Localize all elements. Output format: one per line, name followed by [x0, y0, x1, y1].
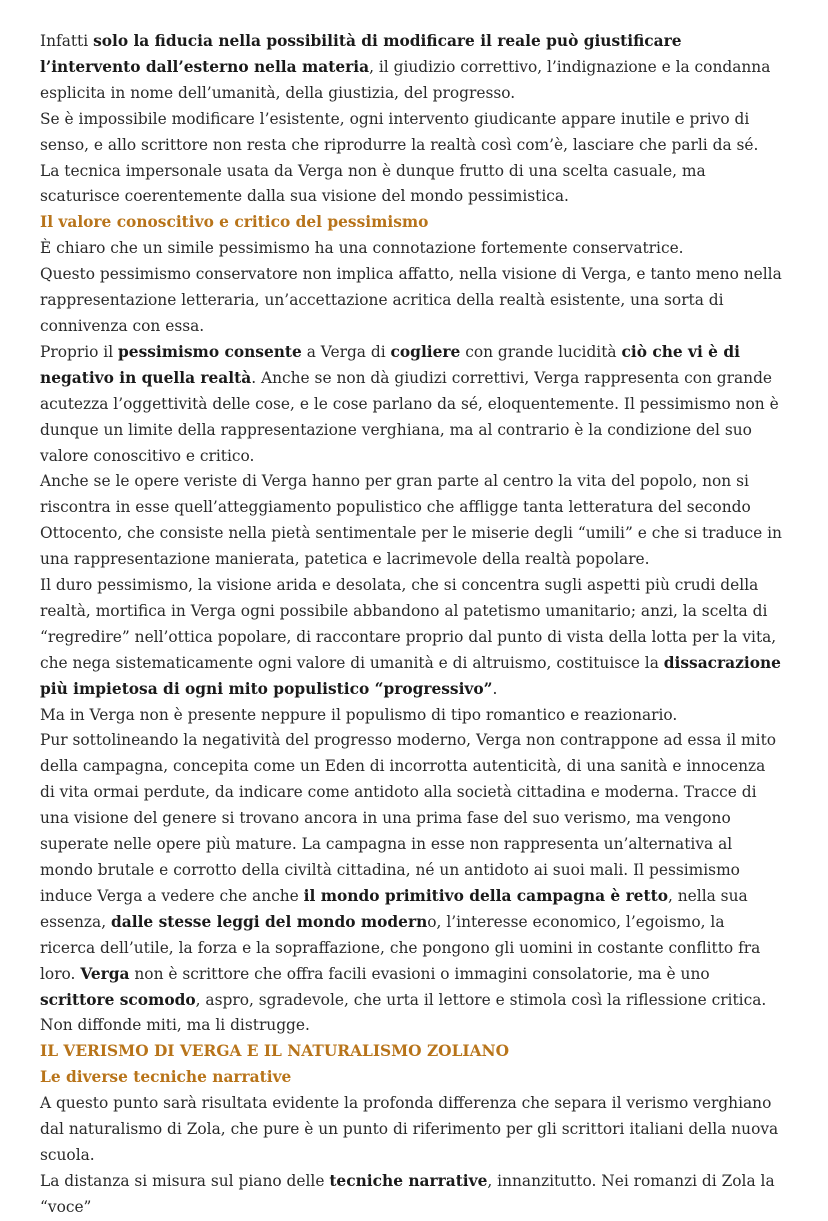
bold-text: ciò che vi è di negativo in quella realtà — [40, 342, 740, 387]
text-run: A questo punto sarà risultata evidente la profonda differenza che separa il verismo verghiano dal naturalismo di Zola, che pure è un punto di riferimento per gli scrittori italiani della nuova scuola. — [40, 1094, 779, 1164]
text-run: Proprio il — [40, 342, 119, 361]
text-run: , nella sua essenza, — [40, 886, 748, 931]
bold-text: Verga — [80, 964, 130, 983]
bold-text: il mondo primitivo della campagna è retto — [303, 886, 668, 905]
text-run: , il giudizio correttivo, l’indignazione e la condanna esplicita in nome dell’umanità, della giustizia, del progresso. — [40, 57, 771, 102]
body-paragraph — [40, 340, 782, 470]
bold-text: scrittore scomodo — [40, 990, 196, 1009]
bold-text: solo la fiducia nella possibilità di modificare il reale può giustificare l’intervento dall’esterno nella materia — [40, 32, 682, 76]
text-run: , innanzitutto. Nei romanzi di Zola la “voce” — [40, 1171, 775, 1216]
text-run: a Verga di — [301, 342, 391, 361]
bold-text: cogliere — [390, 342, 461, 361]
body-paragraph — [40, 728, 782, 1039]
section-heading: Il valore conoscitivo e critico del pessimismo — [40, 213, 429, 232]
text-run: non è scrittore che offra facili evasioni o immagini consolatorie, ma è uno — [129, 964, 710, 983]
document-body — [40, 29, 782, 1221]
text-run: Anche se le opere veriste di Verga hanno per gran parte al centro la vita del popolo, non si riscontra in esse quell’atteggiamento populistico che affligge tanta letteratura del secondo Ottocento, che consiste nella pietà sentimentale per le miserie degli “umili” e che si traduce in una rappresentazione manierata, patetica e lacrimevole della realtà popolare. — [40, 472, 782, 569]
text-run: Se è impossibile modificare l’esistente, ogni intervento giudicante appare inutile e privo di senso, e allo scrittore non resta che riprodurre la realtà così com’è, lasciare che parli da sé. — [40, 109, 759, 154]
text-run: con grande lucidità — [460, 342, 622, 361]
bold-text: dissacrazione più impietosa di ogni mito populistico “progressivo” — [40, 653, 781, 698]
bold-text: pessimismo consente — [118, 342, 302, 361]
body-paragraph — [40, 236, 782, 262]
text-run: , aspro, sgradevole, che urta il lettore e stimola così la riflessione critica. Non diffonde miti, ma li distrugge. — [40, 990, 767, 1035]
section-heading: IL VERISMO DI VERGA E IL NATURALISMO ZOLIANO — [40, 1042, 510, 1061]
body-paragraph — [40, 159, 782, 211]
text-run: Pur sottolineando la negatività del progresso moderno, Verga non contrappone ad essa il mito della campagna, concepita come un Eden di incorrotta autenticità, di una sanità e innocenza di vita ormai perdute, da indicare come antidoto alla società cittadina e moderna. Tracce di una visione del genere si trovano ancora in una prima fase del suo verismo, ma vengono superate nelle opere più mature. La campagna in esse non rappresenta un’alternativa al mondo brutale e corrotto della civiltà cittadina, né un antidoto ai suoi mali. Il pessimismo induce Verga a vedere che anche — [40, 731, 777, 905]
body-paragraph — [40, 1169, 782, 1221]
body-paragraph — [40, 703, 782, 729]
text-run: Questo pessimismo conservatore non implica affatto, nella visione di Verga, e tanto meno nella rappresentazione letteraria, un’accettazione acritica della realtà esistente, una sorta di connivenza con essa. — [40, 265, 782, 335]
bold-text: dalle stesse leggi del mondo modern — [111, 912, 428, 931]
text-run: La distanza si misura sul piano delle — [40, 1171, 330, 1190]
text-run: La tecnica impersonale usata da Verga non è dunque frutto di una scelta casuale, ma scaturisce coerentemente dalla sua visione del mondo pessimistica. — [40, 161, 706, 206]
text-run: o, l’interesse economico, l’egoismo, la ricerca dell’utile, la forza e la sopraffazione, che pongono gli uomini in costante conflitto fra loro. — [40, 912, 761, 983]
body-paragraph — [40, 573, 782, 703]
body-paragraph — [40, 469, 782, 573]
body-paragraph — [40, 29, 782, 107]
section-heading: Le diverse tecniche narrative — [40, 1068, 292, 1087]
bold-text: tecniche narrative — [329, 1171, 488, 1190]
text-run: È chiaro che un simile pessimismo ha una connotazione fortemente conservatrice. — [40, 239, 684, 258]
text-run: Il duro pessimismo, la visione arida e desolata, che si concentra sugli aspetti più crudi della realtà, mortifica in Verga ogni possibile abbandono al patetismo umanitario; anzi, la scelta di “regredire” nell’ottica popolare, di raccontare proprio dal punto di vista della lotta per la vita, che nega sistematicamente ogni valore di umanità e di altruismo, costituisce la — [40, 576, 777, 672]
body-paragraph — [40, 107, 782, 159]
text-run: Ma in Verga non è presente neppure il populismo di tipo romantico e reazionario. — [40, 705, 678, 724]
body-paragraph — [40, 1091, 782, 1169]
text-run: . Anche se non dà giudizi correttivi, Verga rappresenta con grande acutezza l’oggettività delle cose, e le cose parlano da sé, eloquentemente. Il pessimismo non è dunque un limite della rappresentazione verghiana, ma al contrario è la condizione del suo valore conoscitivo e critico. — [40, 368, 779, 465]
text-run: Infatti — [40, 32, 94, 50]
text-run: . — [492, 679, 498, 698]
body-paragraph — [40, 262, 782, 340]
